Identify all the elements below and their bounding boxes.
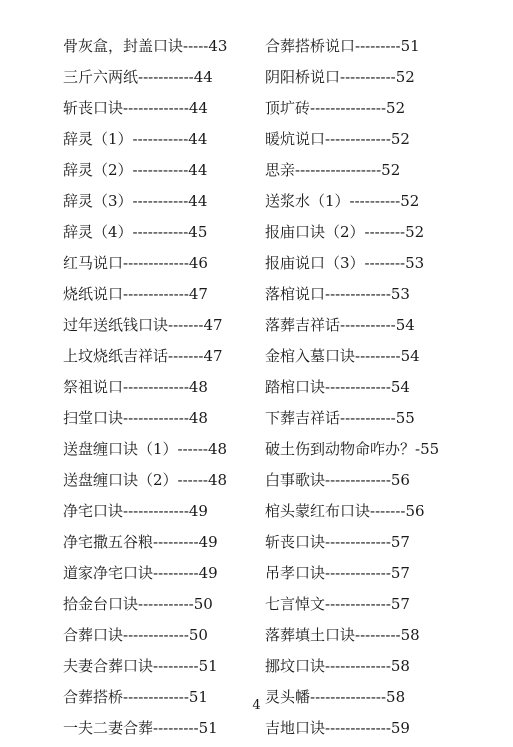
toc-entry: 送浆水（1）----------52 [265,192,420,210]
toc-entry: 七言悼文-------------57 [265,595,410,613]
toc-entry: 踏棺口诀-------------54 [265,378,410,396]
toc-entry: 落葬填土口诀---------58 [265,626,420,644]
toc-entry: 落棺说口-------------53 [265,285,410,303]
toc-entry: 斩丧口诀-------------57 [265,533,410,551]
toc-entry: 辞灵（2）-----------44 [63,161,208,179]
toc-entry: 破土伤到动物命咋办？-55 [265,440,440,458]
toc-entry: 金棺入墓口诀---------54 [265,347,420,365]
toc-entry: 下葬吉祥话-----------55 [265,409,415,427]
toc-entry: 过年送纸钱口诀-------47 [63,316,223,334]
page-number: 4 [252,698,261,713]
toc-entry: 骨灰盒，封盖口诀-----43 [63,37,228,55]
toc-entry: 上坟烧纸吉祥话-------47 [63,347,223,365]
toc-entry: 棺头蒙红布口诀-------56 [265,502,425,520]
toc-entry: 阴阳桥说口-----------52 [265,68,415,86]
toc-entry: 合葬搭桥-------------51 [63,688,208,706]
toc-entry: 落葬吉祥话-----------54 [265,316,415,334]
toc-entry: 顶圹砖---------------52 [265,99,406,117]
toc-entry: 挪坟口诀-------------58 [265,657,410,675]
toc-entry: 拾金台口诀-----------50 [63,595,213,613]
toc-entry: 扫堂口诀-------------48 [63,409,208,427]
toc-column-right [265,34,450,747]
toc-entry: 吉地口诀-------------59 [265,719,410,737]
toc-entry: 暖炕说口-------------52 [265,130,410,148]
toc-entry: 白事歌诀-------------56 [265,471,410,489]
toc-entry: 烧纸说口-------------47 [63,285,208,303]
toc-entry: 辞灵（3）-----------44 [63,192,208,210]
toc-entry: 合葬口诀-------------50 [63,626,208,644]
toc-entry: 吊孝口诀-------------57 [265,564,410,582]
toc-entry: 道家净宅口诀---------49 [63,564,218,582]
toc-entry: 辞灵（1）-----------44 [63,130,208,148]
toc-entry: 一夫二妻合葬---------51 [63,719,218,737]
toc-entry: 辞灵（4）-----------45 [63,223,208,241]
toc-entry: 思亲-----------------52 [265,161,401,179]
toc-column-left [63,34,248,747]
toc-entry: 祭祖说口-------------48 [63,378,208,396]
toc-entry: 红马说口-------------46 [63,254,208,272]
toc-entry: 斩丧口诀-------------44 [63,99,208,117]
toc-entry: 送盘缠口诀（2）------48 [63,471,228,489]
toc-entry: 送盘缠口诀（1）------48 [63,440,228,458]
toc-entry: 灵头幡---------------58 [265,688,406,706]
toc-entry: 净宅口诀-------------49 [63,502,208,520]
toc-entry: 净宅撒五谷粮---------49 [63,533,218,551]
toc-entry: 报庙说口（3）--------53 [265,254,425,272]
toc-entry: 夫妻合葬口诀---------51 [63,657,218,675]
toc-entry: 合葬搭桥说口---------51 [265,37,420,55]
toc-entry: 三斤六两纸-----------44 [63,68,213,86]
toc-entry: 报庙口诀（2）--------52 [265,223,425,241]
